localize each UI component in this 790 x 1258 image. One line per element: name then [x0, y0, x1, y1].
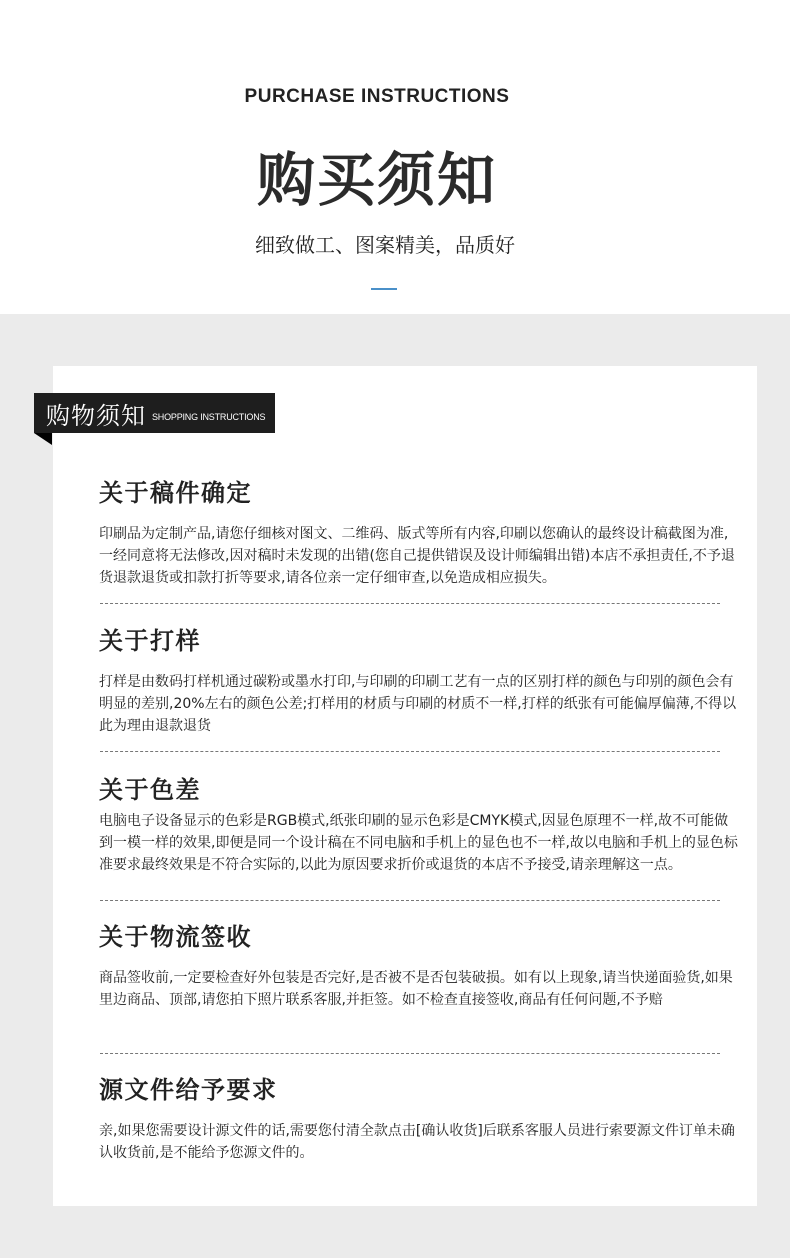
accent-divider — [371, 288, 397, 290]
dashed-divider — [100, 751, 720, 752]
banner-fold-shape — [34, 433, 52, 445]
section-body: 亲,如果您需要设计源文件的话,需要您付清全款点击[确认收货]后联系客服人员进行索要源文件订单未确认收货前,是不能给予您源文件的。 — [99, 1123, 735, 1161]
section-logistics-signing — [99, 921, 739, 1011]
section-source-files — [99, 1074, 739, 1164]
section-title: 源文件给予要求 — [99, 1076, 278, 1104]
banner-en-label: SHOPPING INSTRUCTIONS — [152, 412, 266, 422]
header-tagline: 细致做工、图案精美，品质好 — [255, 233, 515, 257]
header-area — [0, 0, 790, 314]
banner-cn-label: 购物须知 — [46, 401, 146, 430]
header-en-title: PURCHASE INSTRUCTIONS — [244, 86, 510, 107]
section-title: 关于色差 — [99, 776, 201, 804]
section-proofing — [99, 625, 739, 737]
section-body: 打样是由数码打样机通过碳粉或墨水打印,与印刷的印刷工艺有一点的区别打样的颜色与印别的颜色会有明显的差别,20%左右的颜色公差;打样用的材质与印刷的材质不一样,打样的纸张有可能偏厚偏薄,不得以此为理由退款退货 — [99, 674, 737, 734]
shopping-instructions-banner — [34, 393, 275, 433]
section-title: 关于稿件确定 — [99, 479, 252, 507]
dashed-divider — [100, 1053, 720, 1054]
dashed-divider — [100, 900, 720, 901]
section-color-difference — [99, 774, 739, 876]
section-title: 关于打样 — [99, 627, 201, 655]
dashed-divider — [100, 603, 720, 604]
header-cn-title: 购买须知 — [256, 146, 497, 214]
section-body: 商品签收前,一定要检查好外包装是否完好,是否被不是否包装破损。如有以上现象,请当快递面验货,如果里边商品、顶部,请您拍下照片联系客服,并拒签。如不检查直接签收,商品有任何问题,不予赔 — [99, 970, 733, 1008]
section-title: 关于物流签收 — [99, 923, 252, 951]
section-body: 电脑电子设备显示的色彩是RGB模式,纸张印刷的显示色彩是CMYK模式,因显色原理不一样,故不可能做到一模一样的效果,即便是同一个设计稿在不同电脑和手机上的显色也不一样,故以电脑和手机上的显色标准要求最终效果是不符合实际的,以此为原因要求折价或退货的本店不予接受,请亲理解这一点。 — [99, 813, 738, 873]
section-manuscript-confirmation — [99, 477, 739, 589]
section-body: 印刷品为定制产品,请您仔细核对图文、二维码、版式等所有内容,印刷以您确认的最终设计稿截图为准,一经同意将无法修改,因对稿时未发现的出错(您自己提供错误及设计师编辑出错)本店不承担责任,不予退货退款退货或扣款打折等要求,请各位亲一定仔细审查,以免造成相应损失。 — [99, 526, 735, 586]
